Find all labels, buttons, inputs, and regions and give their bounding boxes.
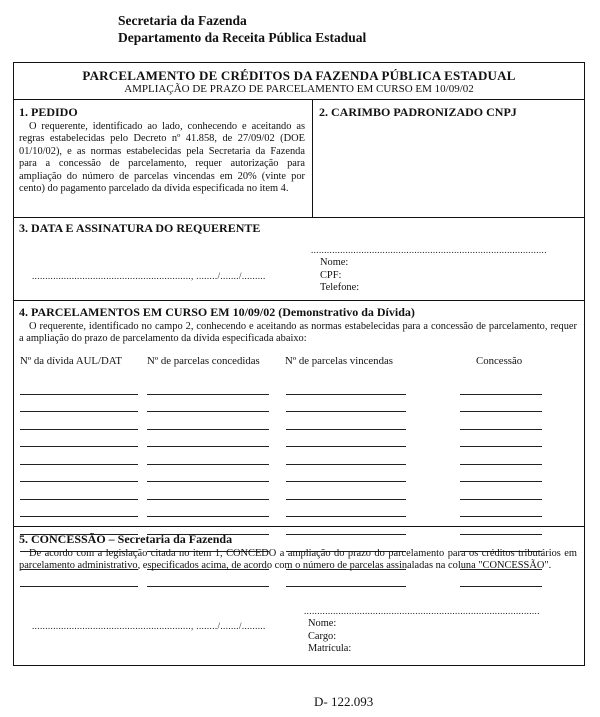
fazenda-signature-line[interactable]: ......................................................................................... <box>304 606 540 616</box>
table-row[interactable] <box>147 412 269 430</box>
table-row[interactable] <box>286 377 406 395</box>
table-row[interactable] <box>286 500 406 518</box>
fazenda-place-date-field[interactable]: ............................................................, ......../......./......... <box>32 621 266 631</box>
table-row[interactable] <box>20 500 138 518</box>
section-concessao-heading: 5. CONCESSÃO – Secretaria da Fazenda <box>19 532 233 546</box>
divider <box>14 217 584 218</box>
table-row[interactable] <box>286 412 406 430</box>
column-header-concedidas: Nº de parcelas concedidas <box>147 355 260 367</box>
column-header-vincendas: Nº de parcelas vincendas <box>285 355 393 367</box>
divider <box>14 99 584 100</box>
table-row[interactable] <box>460 395 542 413</box>
table-row[interactable] <box>147 377 269 395</box>
fazenda-identification <box>308 618 351 656</box>
section-carimbo-heading: 2. CARIMBO PADRONIZADO CNPJ <box>319 105 517 119</box>
issuer-header <box>118 12 366 46</box>
fazenda-nome-label: Nome: <box>308 618 337 629</box>
table-row[interactable] <box>147 465 269 483</box>
requerente-identification <box>320 257 359 295</box>
column-divider <box>312 99 313 217</box>
table-row[interactable] <box>286 395 406 413</box>
table-row[interactable] <box>147 395 269 413</box>
column-header-concessao: Concessão <box>476 355 523 367</box>
table-row[interactable] <box>460 500 542 518</box>
requerente-cpf-label: CPF: <box>320 269 342 281</box>
table-row[interactable] <box>460 430 542 448</box>
section-demonstrativo-heading: 4. PARCELAMENTOS EM CURSO EM 10/09/02 (Demonstrativo da Dívida) <box>19 305 415 319</box>
table-row[interactable] <box>20 412 138 430</box>
issuer-secretaria: Secretaria da Fazenda <box>118 13 247 28</box>
table-row[interactable] <box>20 482 138 500</box>
table-row[interactable] <box>286 517 406 535</box>
form-subtitle: AMPLIAÇÃO DE PRAZO DE PARCELAMENTO EM CURSO EM 10/09/02 <box>124 83 474 95</box>
table-row[interactable] <box>460 482 542 500</box>
requerente-telefone-label: Telefone: <box>320 282 360 293</box>
table-row[interactable] <box>20 377 138 395</box>
table-row[interactable] <box>147 430 269 448</box>
table-row[interactable] <box>286 447 406 465</box>
section-pedido-heading: 1. PEDIDO <box>19 105 78 119</box>
table-row[interactable] <box>286 465 406 483</box>
section-demonstrativo-text: O requerente, identificado no campo 2, conhecendo e aceitando as normas estabelecidas para a concessão de parcelamento, requer a ampliação do prazo de parcelamento da dívida especificada abaixo: <box>19 321 577 345</box>
table-row[interactable] <box>286 482 406 500</box>
fazenda-cargo-label: Cargo: <box>308 630 337 642</box>
issuer-departamento: Departamento da Receita Pública Estadual <box>118 30 367 45</box>
table-row[interactable] <box>147 482 269 500</box>
form-title: PARCELAMENTO DE CRÉDITOS DA FAZENDA PÚBLICA ESTADUAL <box>82 68 516 83</box>
fazenda-matricula-label: Matrícula: <box>308 643 352 654</box>
table-row[interactable] <box>286 430 406 448</box>
requerente-signature-line[interactable]: ......................................................................................... <box>311 245 547 255</box>
section-pedido-text: O requerente, identificado ao lado, conhecendo e aceitando as regras estabelecidas pelo Decreto nº 41.858, de 27/09/02 (DOE 01/10/02), e as normas estabelecidas pela Secretaria da Fazenda para a concessão de parcelamento, requer autorização para ampliação do número de parcelas vincendas em 20% (vinte por cento) do pagamento parcelado da dívida especificada no item 4. <box>19 121 305 195</box>
table-row[interactable] <box>147 500 269 518</box>
form-code: D- 122.093 <box>314 694 374 709</box>
table-row[interactable] <box>460 465 542 483</box>
requerente-place-date-field[interactable]: ............................................................, ......../......./......... <box>32 271 266 281</box>
column-header-divida: Nº da dívida AUL/DAT <box>20 355 123 367</box>
requerente-nome-label: Nome: <box>320 257 349 268</box>
section-concessao-text: De acordo com a legislação citada no item 1, CONCEDO a ampliação do prazo do parcelamento para os créditos tributários em parcelamento administrativo, especificados acima, de acordo com o número de parcelas assinaladas na coluna "CONCESSÃO". <box>19 548 577 572</box>
table-row[interactable] <box>20 430 138 448</box>
table-row[interactable] <box>20 447 138 465</box>
table-row[interactable] <box>460 517 542 535</box>
form-frame <box>13 62 585 666</box>
table-row[interactable] <box>460 447 542 465</box>
divider <box>14 300 584 301</box>
section-assinatura-heading: 3. DATA E ASSINATURA DO REQUERENTE <box>19 221 261 235</box>
table-row[interactable] <box>20 395 138 413</box>
table-row[interactable] <box>460 377 542 395</box>
table-row[interactable] <box>460 412 542 430</box>
table-row[interactable] <box>20 465 138 483</box>
table-row[interactable] <box>147 447 269 465</box>
